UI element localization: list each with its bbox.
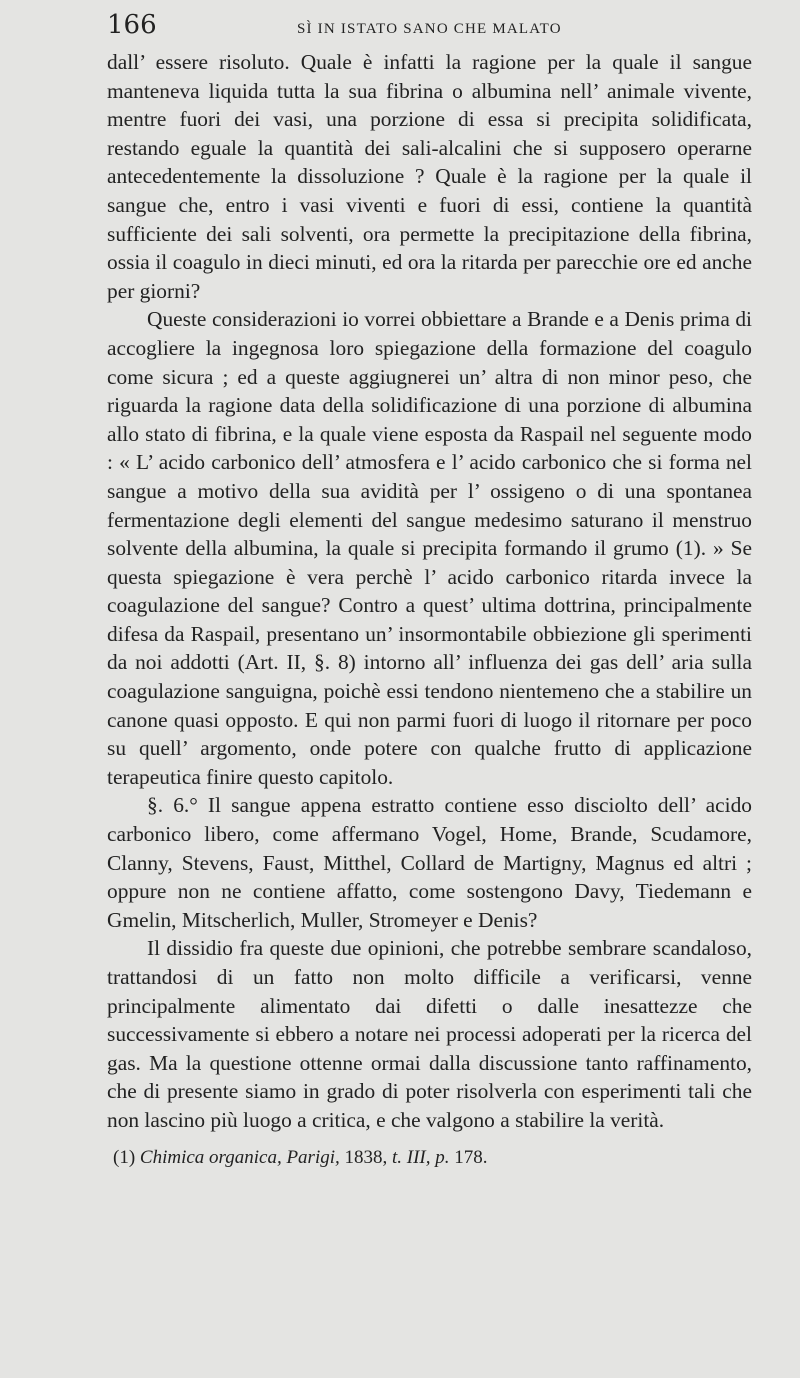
footnote-marker: (1) [113,1146,136,1168]
footnote [113,1145,752,1171]
footnote-page: 178. [449,1146,488,1168]
paragraph-2: Queste considerazioni io vorrei obbiettare a Brande e a Denis prima di accogliere la ingegnosa loro spiegazione della formazione del coagulo come sicura ; ed a queste aggiugnerei un’ altra di non minor peso, che riguarda la ragione data della solidificazione di una porzione di albumina allo stato di fibrina, e la quale viene esposta da Raspail nel seguente modo : « L’ acido carbonico dell’ atmosfera e l’ acido carbonico che si forma nel sangue a motivo della sua avidità per l’ ossigeno o di una spontanea fermentazione degli elementi del sangue medesimo saturano il menstruo solvente della albumina, la quale si precipita formando il grumo (1). » Se questa spiegazione è vera perchè l’ acido carbonico ritarda invece la coagulazione del sangue? Contro a quest’ ultima dottrina, principalmente difesa da Raspail, presentano un’ insormontabile obbiezione gli sperimenti da noi addotti (Art. II, §. 8) intorno all’ influenza dei gas dell’ aria sulla coagulazione sanguigna, poichè essi tendono nientemeno che a stabilire un canone quasi opposto. E qui non parmi fuori di luogo il ritornare per poco su quell’ argomento, onde potere con qualche frutto di applicazione terapeutica finire questo capitolo. [107,307,752,789]
paragraph-1: dall’ essere risoluto. Quale è infatti la ragione per la quale il sangue manteneva liquida tutta la sua fibrina o albumina nell’ animale vivente, mentre fuori dei vasi, una porzione di essa si precipita solidificata, restando eguale la quantità dei sali-alcalini che si supposero operarne antecedentemente la dissoluzione ? Quale è la ragione per la quale il sangue che, entro i vasi viventi e fuori di essi, contiene la quantità sufficiente dei sali solventi, ora permette la precipitazione della fibrina, ossia il coagulo in dieci minuti, ed ora la ritarda per parecchie ore ed anche per giorni? [107,50,752,303]
page-header [107,10,752,44]
footnote-year: 1838, [339,1146,392,1168]
footnote-volume: t. III, p. [392,1146,450,1168]
body-text [107,48,752,1135]
page-number: 166 [107,10,157,40]
paragraph-4: Il dissidio fra queste due opinioni, che potrebbe sembrare scandaloso, trattandosi di un fatto non molto difficile a verificarsi, venne principalmente alimentato dai difetti o dalle inesattezze che successivamente si ebbero a notare nei processi adoperati per la ricerca del gas. Ma la questione ottenne ormai dalla discussione tanto raffinamento, che di presente siamo in grado di poter risolverla con esperimenti tali che non lascino più luogo a critica, e che valgono a stabilire la verità. [107,936,752,1132]
paragraph-3: §. 6.° Il sangue appena estratto contiene esso disciolto dell’ acido carbonico libero, come affermano Vogel, Home, Brande, Scudamore, Clanny, Stevens, Faust, Mitthel, Collard de Martigny, Magnus ed altri ; oppure non ne contiene affatto, come sostengono Davy, Tiedemann e Gmelin, Mitscherlich, Muller, Stromeyer e Denis? [107,793,752,932]
footnote-title: Chimica organica, Parigi, [139,1146,340,1168]
running-title: SÌ IN ISTATO SANO CHE MALATO [297,21,562,37]
